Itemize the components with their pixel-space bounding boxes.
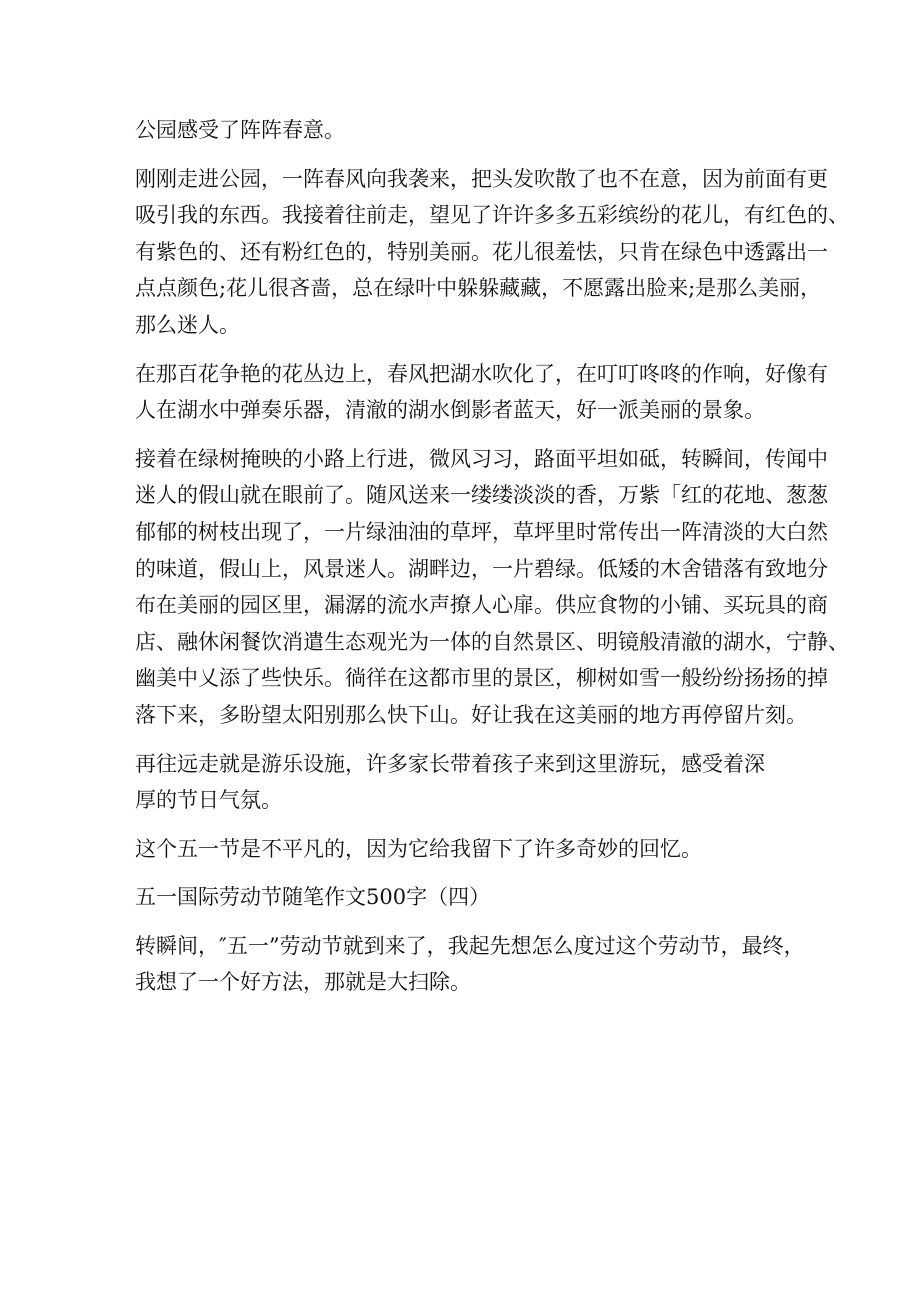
text-line: 幽美中乂添了些快乐。徜徉在这都市里的景区，柳树如雪一般纷纷扬扬的掉 (135, 666, 828, 691)
text-line: 人在湖水中弹奏乐器，清澈的湖水倒影者蓝天，好一派美丽的景象。 (135, 398, 765, 423)
text-line: 这个五一节是不平凡的，因为它给我留下了许多奇妙的回忆。 (135, 836, 702, 861)
text-line: 我想了一个好方法，那就是大扫除。 (135, 970, 471, 995)
text-line: 吸引我的东西。我接着往前走，望见了许许多多五彩缤纷的花儿，有红色的、 (135, 203, 849, 228)
section-heading (135, 879, 805, 916)
paragraph (135, 161, 849, 344)
paragraph (135, 746, 805, 819)
text-line: 厚的节日气氛。 (135, 788, 282, 813)
text-line: 在那百花争艳的花丛边上，春风把湖水吹化了，在叮叮咚咚的作响，好像有 (135, 361, 828, 386)
text-line: 店、融休闲餐饮消遣生态观光为一体的自然景区、明镜般清澈的湖水，宁静、 (135, 629, 849, 654)
paragraph (135, 831, 805, 868)
text-line: 五一国际劳动节随笔作文500字（四） (135, 885, 491, 910)
text-line: 的味道，假山上，风景迷人。湖畔边，一片碧绿。低矮的木舍错落有致地分 (135, 556, 828, 581)
paragraph (135, 112, 805, 149)
document-body (135, 112, 849, 1001)
text-line: 布在美丽的园区里，漏潺的流水声撩人心扉。供应食物的小铺、买玩具的商 (135, 593, 828, 618)
text-line: 落下来，多盼望太阳别那么快下山。好让我在这美丽的地方再停留片刻。 (135, 702, 807, 727)
text-line: 点点颜色;花儿很吝啬，总在绿叶中躲躲藏藏，不愿露出脸来;是那么美丽， (135, 276, 822, 301)
paragraph (135, 928, 805, 1001)
paragraph (135, 441, 849, 734)
paragraph (135, 356, 828, 429)
text-line: 公园感受了阵阵春意。 (135, 118, 345, 142)
text-line: 郁郁的树枝出现了，一片绿油油的草坪，草坪里时常传出一阵清淡的大白然 (135, 519, 828, 544)
text-line: 再往远走就是游乐设施，许多家长带着孩子来到这里游玩，感受着深 (135, 751, 765, 776)
text-line: 有紫色的、还有粉红色的，特别美丽。花儿很羞怯，只肯在绿色中透露出一 (135, 239, 828, 264)
text-line: 接着在绿树掩映的小路上行进，微风习习，路面平坦如砥，转瞬间，传闻中 (135, 446, 828, 471)
text-line: 转瞬间，″五一”劳动节就到来了，我起先想怎么度过这个劳动节，最终， (135, 933, 805, 958)
text-line: 那么迷人。 (135, 312, 240, 337)
text-line: 迷人的假山就在眼前了。随风送来一缕缕淡淡的香，万紫「红的花地、葱葱 (135, 483, 828, 508)
text-line: 刚刚走进公园，一阵春风向我袭来，把头发吹散了也不在意，因为前面有更 (135, 166, 828, 191)
